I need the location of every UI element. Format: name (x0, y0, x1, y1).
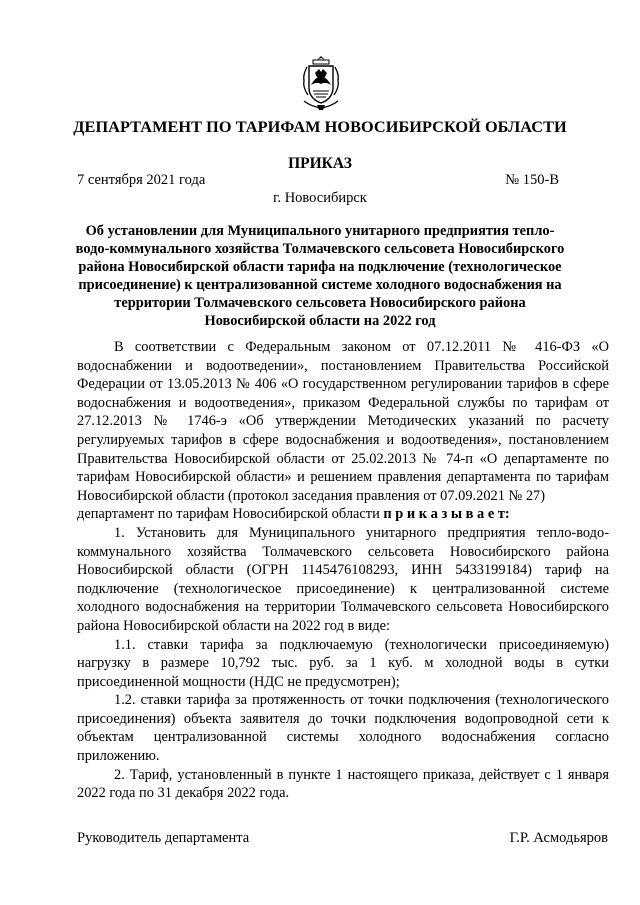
item-1-2-paragraph: 1.2. ставки тарифа за протяженность от точки подключения (технологического присоединения) объекта заявителя до точки подключения водопроводной сети к объектам централизованной системы холодного водоснабжения согласно приложению. (77, 692, 609, 765)
document-number: № 150-В (505, 172, 559, 188)
preamble-paragraph: В соответствии с Федеральным законом от 07.12.2011 № 416-ФЗ «О водоснабжении и водоотведении», постановлением Правительства Российской Федерации от 13.05.2013 № 406 «О государственном регулировании тарифов в сфере водоснабжения и водоотведения», приказом Федеральной службы по тарифам от 27.12.2013 № 1746-э «Об утверждении Методических указаний по расчету регулируемых тарифов в сфере водоснабжения и водоотведения», постановлением Правительства Новосибирской области от 25.02.2013 № 74-п «О департаменте по тарифам Новосибирской области» и решением правления департамента по тарифам Новосибирской области (протокол заседания правления от 07.09.2021 № 27) (77, 339, 609, 504)
item-2-paragraph: 2. Тариф, установленный в пункте 1 настоящего приказа, действует с 1 января 2022 года по 31 декабря 2022 года. (77, 766, 609, 802)
signatory-name: Г.Р. Асмодьяров (509, 830, 608, 846)
orders-line (77, 505, 609, 524)
document-title: Об установлении для Муниципального унитарного предприятия тепло-водо-коммунального хозяйства Толмачевского сельсовета Новосибирского района Новосибирской области тарифа на подключение (технологическое присоединение) к централизованной системе холодного водоснабжения на территории Толмачевского сельсовета Новосибирского района Новосибирской области на 2022 год (75, 223, 565, 330)
department-heading: ДЕПАРТАМЕНТ ПО ТАРИФАМ НОВОСИБИРСКОЙ ОБЛАСТИ (73, 117, 567, 136)
coat-of-arms-icon (299, 55, 343, 111)
orders-word: п р и к а з ы в а е т: (383, 506, 510, 523)
document-city: г. Новосибирск (273, 190, 367, 206)
item-1-1-paragraph: 1.1. ставки тарифа за подключаемую (технологически присоединяемую) нагрузку в размере 10,792 тыс. руб. за 1 куб. м холодной воды в сутки присоединенной мощности (НДС не предусмотрен); (77, 636, 609, 690)
item-1-paragraph: 1. Установить для Муниципального унитарного предприятия тепло-водо-коммунального хозяйства Толмачевского сельсовета Новосибирского района Новосибирской области (ОГРН 1145476108293, ИНН 5433199184) тариф на подключение (технологическое присоединение) к централизованной системе холодного водоснабжения на территории Толмачевского сельсовета Новосибирского района Новосибирской области на 2022 год в виде: (77, 524, 609, 634)
document-type: ПРИКАЗ (288, 155, 352, 172)
document-body (77, 338, 609, 803)
document-date: 7 сентября 2021 года (77, 172, 206, 188)
signatory-position: Руководитель департамента (77, 830, 250, 846)
orders-prefix: департамент по тарифам Новосибирской области (77, 506, 380, 523)
